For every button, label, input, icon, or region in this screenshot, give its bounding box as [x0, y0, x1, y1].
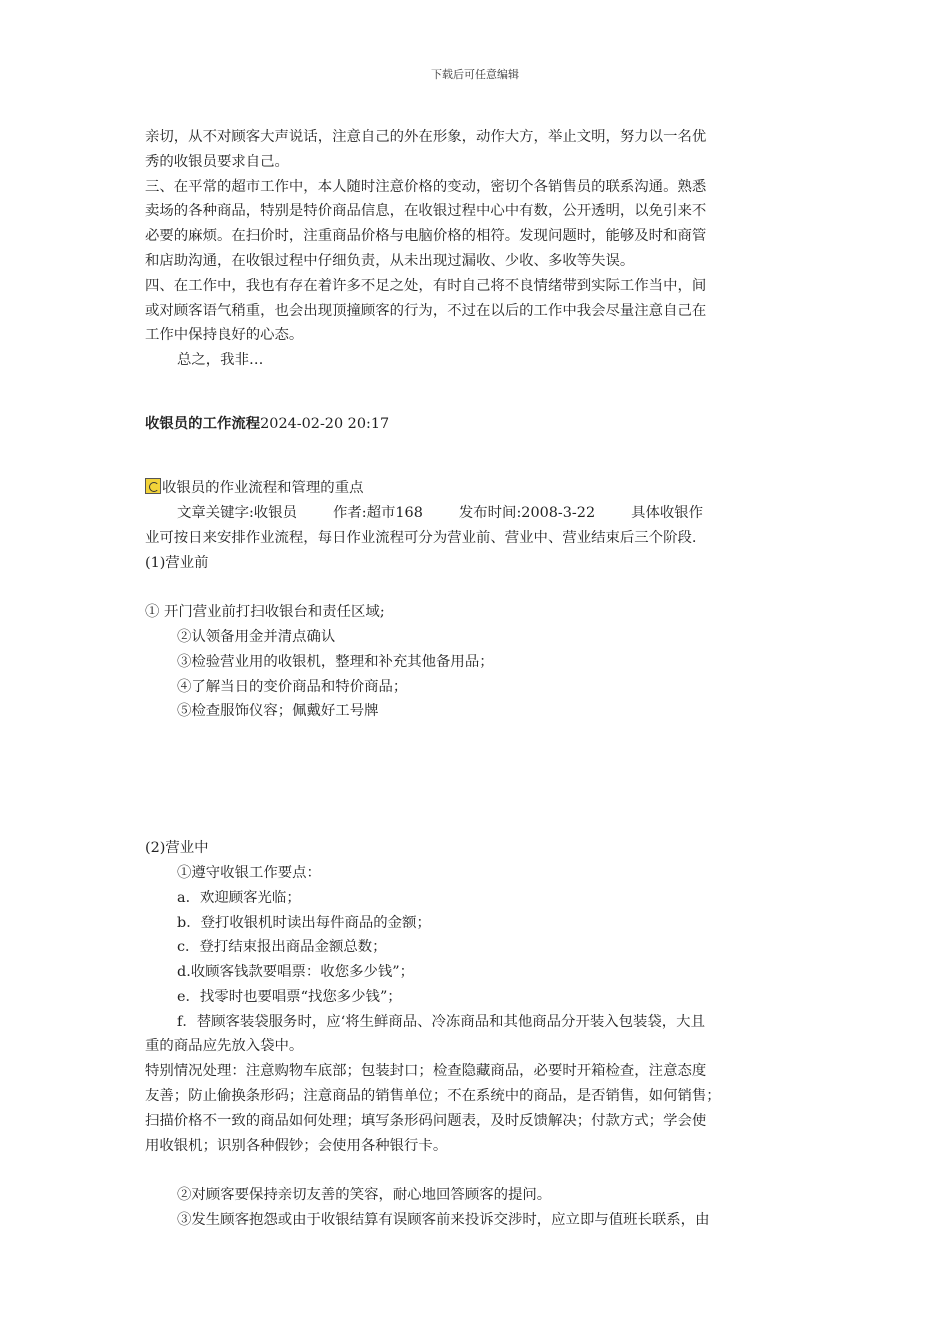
list-item: a．欢迎顾客光临； [177, 889, 301, 906]
list-item: ④了解当日的变价商品和特价商品； [177, 678, 408, 695]
meta-author: 作者:超市168 [332, 504, 423, 521]
article-link-icon[interactable] [145, 478, 161, 494]
page-header: 下载后可任意编辑 [431, 68, 519, 81]
list-item: ① 开门营业前打扫收银台和责任区域; [145, 604, 385, 621]
list-item: ②对顾客要保持亲切友善的笑容，耐心地回答顾客的提问。 [177, 1187, 552, 1204]
article-meta [145, 501, 810, 526]
list-item: b．登打收银机时读出每件商品的金额； [177, 914, 431, 931]
intro-line: 必要的麻烦。在扫价时，注重商品价格与电脑价格的相符。发现问题时，能够及时和商管 [145, 228, 707, 245]
article-title-text: 收银员的工作流程 [145, 416, 261, 433]
special-line: 扫描价格不一致的商品如何处理；填写条形码问题表，及时反馈解决；付款方式；学会使 [145, 1112, 707, 1129]
list-item: ①遵守收银工作要点： [177, 864, 321, 881]
list-item: ③检验营业用的收银机，整理和补充其他备用品； [177, 653, 494, 670]
intro-line: 三、在平常的超市工作中，本人随时注意价格的变动，密切个各销售员的联系沟通。熟悉 [145, 178, 707, 195]
intro-line: 卖场的各种商品，特别是特价商品信息，在收银过程中心中有数，公开透明，以免引来不 [145, 203, 707, 220]
section-heading: (2)营业中 [145, 840, 209, 857]
section-heading: (1)营业前 [145, 554, 209, 571]
meta-date: 发布时间:2008-3-22 [458, 504, 596, 521]
list-item: d.收顾客钱款要唱票：收您多少钱”； [177, 964, 415, 981]
article-subtitle [145, 476, 810, 501]
article-title [145, 412, 810, 437]
special-line: 特别情况处理：注意购物车底部；包装封口；检查隐藏商品，必要时开箱检查，注意态度 [145, 1063, 707, 1080]
list-item: ⑤检查服饰仪容；佩戴好工号牌 [177, 703, 379, 720]
meta-keywords: 文章关键字:收银员 [177, 504, 297, 521]
article-intro: 业可按日来安排作业流程，每日作业流程可分为营业前、营业中、营业结束后三个阶段. [145, 529, 697, 546]
article-subtitle-text: 收银员的作业流程和管理的重点 [162, 480, 364, 497]
list-item: e．找零时也要唱票“找您多少钱”； [177, 988, 402, 1005]
intro-line: 或对顾客语气稍重，也会出现顶撞顾客的行为，不过在以后的工作中我会尽量注意自己在 [145, 302, 707, 319]
meta-tail: 具体收银作 [631, 504, 704, 521]
list-item-cont: 重的商品应先放入袋中。 [145, 1038, 304, 1055]
list-item: ②认领备用金并清点确认 [177, 628, 336, 645]
special-line: 友善；防止偷换条形码；注意商品的销售单位；不在系统中的商品，是否销售，如何销售； [145, 1088, 721, 1105]
special-line: 用收银机；识别各种假钞；会使用各种银行卡。 [145, 1137, 448, 1154]
summary-line: 总之，我非… [177, 352, 264, 369]
intro-line: 四、在工作中，我也有存在着许多不足之处，有时自己将不良情绪带到实际工作当中，间 [145, 277, 707, 294]
intro-line: 亲切，从不对顾客大声说话，注意自己的外在形象，动作大方，举止文明，努力以一名优 [145, 129, 707, 145]
intro-line: 和店助沟通，在收银过程中仔细负责，从未出现过漏收、少收、多收等失误。 [145, 252, 635, 269]
list-item: f．替顾客装袋服务时，应‘将生鲜商品、冷冻商品和其他商品分开装入包装袋，大且 [177, 1013, 705, 1030]
intro-line: 秀的收银员要求自己。 [145, 153, 289, 170]
list-item: c．登打结束报出商品金额总数； [177, 939, 387, 956]
document-body [145, 125, 810, 1233]
intro-line: 工作中保持良好的心态。 [145, 327, 304, 344]
article-datetime: 2024-02-20 20:17 [260, 416, 390, 433]
list-item: ③发生顾客抱怨或由于收银结算有误顾客前来投诉交涉时，应立即与值班长联系，由 [177, 1212, 710, 1229]
